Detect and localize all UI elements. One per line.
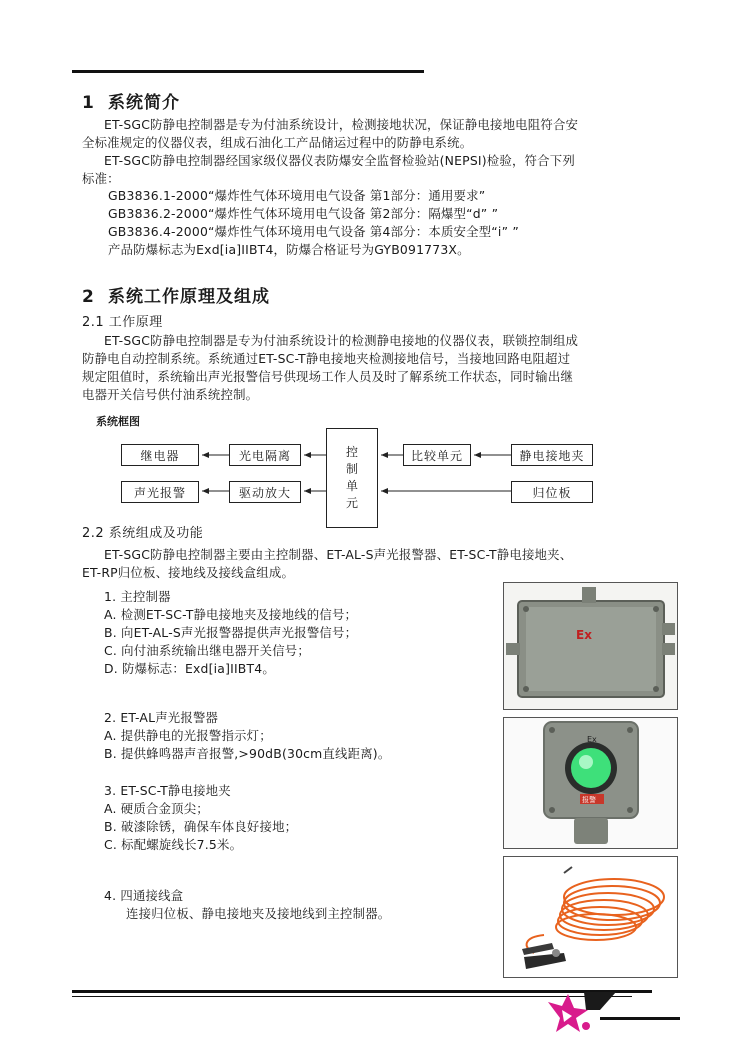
item2-b: B. 提供蜂鸣器声音报警,>90dB(30cm直线距离)。	[104, 746, 391, 761]
block-opto-isolation: 光电隔离	[229, 444, 301, 466]
s2-1-line2: 防静电自动控制系统。系统通过ET-SC-T静电接地夹检测接地信号，当接地回路电阻超过	[82, 351, 571, 366]
item1-title: 1. 主控制器	[104, 589, 171, 604]
company-logo	[540, 988, 620, 1048]
block-grounding-clamp: 静电接地夹	[511, 444, 593, 466]
subsection-2-1-title: 2.1 工作原理	[82, 315, 163, 330]
standard-1: GB3836.1-2000“爆炸性气体环境用电气设备 第1部分：通用要求”	[108, 188, 486, 203]
photo-alarm-light	[503, 717, 678, 849]
certificate-line: 产品防爆标志为Exd[ia]IIBT4，防爆合格证号为GYB091773X。	[108, 242, 470, 257]
photo-grounding-clamp-cable	[503, 856, 678, 978]
s2-1-line4: 电器开关信号供付油系统控制。	[82, 387, 259, 402]
s2-2-line2: ET-RP归位板、接地线及接线盒组成。	[82, 565, 295, 580]
s1-para1-line2: 全标准规定的仪器仪表，组成石油化工产品储运过程中的防静电系统。	[82, 135, 473, 150]
standard-3: GB3836.4-2000“爆炸性气体环境用电气设备 第4部分：本质安全型“i” ”	[108, 224, 519, 239]
ex-mark-label: Ex	[576, 628, 592, 642]
photo-main-controller	[503, 582, 678, 710]
item4-a: 连接归位板、静电接地夹及接地线到主控制器。	[126, 906, 391, 921]
section1-heading: 1 系统简介	[82, 93, 180, 113]
block-compare-unit: 比较单元	[403, 444, 471, 466]
item4-title: 4. 四通接线盒	[104, 888, 184, 903]
item3-c: C. 标配螺旋线长7.5米。	[104, 837, 243, 852]
block-control-unit: 控 制 单 元	[326, 428, 378, 528]
item2-a: A. 提供静电的光报警指示灯；	[104, 728, 272, 743]
block-relay: 继电器	[121, 444, 199, 466]
s1-para1-line1: ET-SGC防静电控制器是专为付油系统设计，检测接地状况，保证静电接地电阻符合安	[104, 117, 579, 132]
diagram-title: 系统框图	[96, 415, 140, 428]
item1-c: C. 向付油系统输出继电器开关信号；	[104, 643, 310, 658]
item2-title: 2. ET-AL声光报警器	[104, 710, 219, 725]
s2-1-line3: 规定阻值时，系统输出声光报警信号供现场工作人员及时了解系统工作状态，同时输出继	[82, 369, 574, 384]
block-sound-light-alarm: 声光报警	[121, 481, 199, 503]
section2-heading: 2 系统工作原理及组成	[82, 287, 270, 307]
alarm-ex-label: Ex	[587, 735, 597, 744]
s2-1-line1: ET-SGC防静电控制器是专为付油系统设计的检测静电接地的仪器仪表，联锁控制组成	[104, 333, 579, 348]
block-drive-amplifier: 驱动放大	[229, 481, 301, 503]
standard-2: GB3836.2-2000“爆炸性气体环境用电气设备 第2部分：隔爆型“d” ”	[108, 206, 499, 221]
alarm-plate-label: 报警	[582, 796, 596, 804]
subsection-2-2-title: 2.2 系统组成及功能	[82, 526, 204, 541]
item3-b: B. 破漆除锈，确保车体良好接地；	[104, 819, 298, 834]
block-reset-plate: 归位板	[511, 481, 593, 503]
item3-title: 3. ET-SC-T静电接地夹	[104, 783, 231, 798]
s2-2-line1: ET-SGC防静电控制器主要由主控制器、ET-AL-S声光报警器、ET-SC-T静电接地夹、	[104, 547, 573, 562]
item3-a: A. 硬质合金顶尖；	[104, 801, 209, 816]
s1-para2-line2: 标准：	[82, 171, 120, 186]
s1-para2-line1: ET-SGC防静电控制器经国家级仪器仪表防爆安全监督检验站(NEPSI)检验，符合下列	[104, 153, 575, 168]
item1-a: A. 检测ET-SC-T静电接地夹及接地线的信号；	[104, 607, 358, 622]
item1-b: B. 向ET-AL-S声光报警器提供声光报警信号；	[104, 625, 358, 640]
item1-d: D. 防爆标志：Exd[ia]IIBT4。	[104, 661, 275, 676]
